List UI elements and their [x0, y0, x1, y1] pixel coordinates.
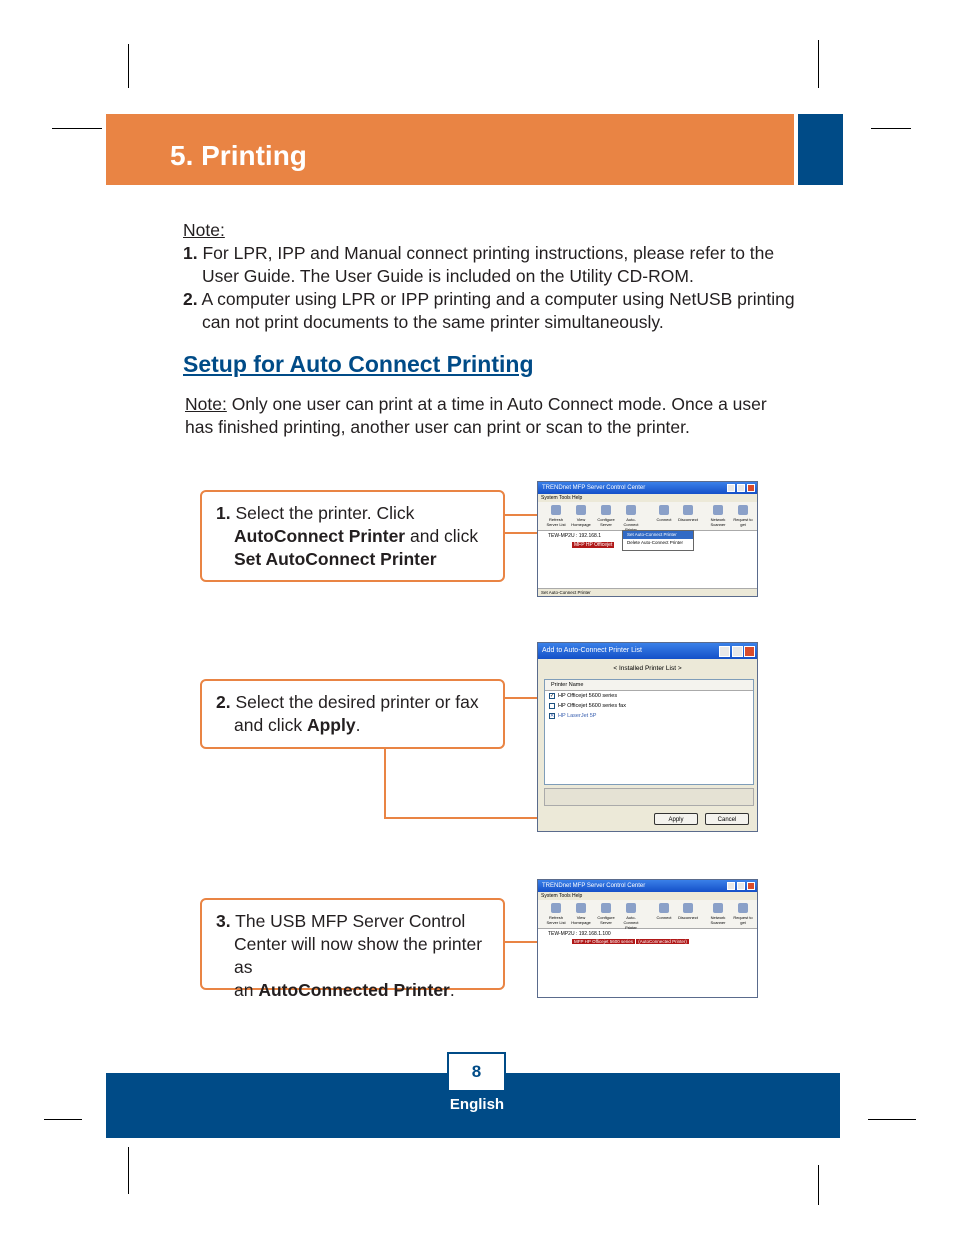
screenshot-control-center-3 — [537, 879, 758, 998]
section-note-label: Note: — [185, 394, 227, 414]
toolbar-configure[interactable]: Configure Server — [596, 505, 616, 527]
section-note — [185, 393, 767, 416]
note-label: Note: — [183, 220, 225, 240]
list-item[interactable]: ✕ HP LaserJet 5P — [550, 712, 597, 719]
context-menu — [622, 530, 694, 551]
step-2-callout — [200, 679, 505, 749]
step-3-text — [216, 910, 503, 1002]
section-title: Setup for Auto Connect Printing — [183, 351, 534, 377]
step-text: Center will now show the printer as — [234, 934, 483, 977]
list-item[interactable]: HP Officejet 5600 series fax — [545, 701, 753, 711]
toolbar-auto-connect[interactable]: Auto-Connect — [621, 505, 641, 532]
window-title: TRENDnet MFP Server Control Center — [538, 880, 757, 892]
section-note-text: has finished printing, another user can print or scan to the printer. — [185, 417, 690, 437]
toolbar-connect[interactable]: Connect — [654, 505, 674, 522]
step-3-callout — [200, 898, 505, 1000]
toolbar-disconnect[interactable]: Disconnect — [678, 505, 698, 522]
crop-mark — [868, 1119, 916, 1120]
toolbar-auto-connect[interactable]: Auto-Connect Printer — [621, 903, 641, 930]
tree-server[interactable]: TEW-MP2U : 192.168.1 — [548, 533, 601, 539]
note-item-1 — [183, 242, 774, 265]
step-text: . — [355, 715, 361, 735]
section-note-text: Only one user can print at a time in Auto Connect mode. Once a user — [226, 394, 767, 414]
window-title: TRENDnet MFP Server Control Center — [538, 482, 757, 494]
maximize-icon[interactable] — [737, 484, 745, 492]
toolbar-disconnect[interactable]: Disconnect — [678, 903, 698, 920]
toolbar-homepage[interactable]: View Homepage — [571, 903, 591, 925]
step-bold: AutoConnect Printer — [234, 526, 406, 546]
menu-bar[interactable]: System Tools Help — [538, 494, 757, 502]
step-number: 1. — [216, 503, 231, 523]
step-text: The USB MFP Server Control — [230, 911, 466, 931]
crop-mark — [44, 1119, 82, 1120]
tree-printer[interactable]: MFP HP Officejet 5600 series (AutoConnected Printer) — [574, 939, 687, 944]
step-bold: Set AutoConnect Printer — [234, 549, 437, 569]
printer-list — [544, 679, 754, 785]
step-1-callout — [200, 490, 505, 582]
note-number: 2. — [183, 289, 198, 309]
maximize-icon[interactable] — [732, 646, 743, 657]
toolbar-refresh[interactable]: Refresh Server List — [546, 903, 566, 925]
maximize-icon[interactable] — [737, 882, 745, 890]
auto-connected-tag: (AutoConnected Printer) — [638, 939, 687, 944]
cancel-button[interactable]: Cancel — [705, 813, 749, 825]
toolbar-scanner[interactable]: Network Scanner — [708, 505, 728, 527]
close-icon[interactable] — [747, 882, 755, 890]
note-text: For LPR, IPP and Manual connect printing instructions, please refer to the — [202, 243, 775, 263]
step-1-text — [216, 502, 478, 571]
menu-bar[interactable]: System Tools Help — [538, 892, 757, 900]
step-bold: Apply — [306, 715, 356, 735]
minimize-icon[interactable] — [727, 882, 735, 890]
step-text: an — [234, 980, 259, 1000]
header-accent — [798, 114, 843, 185]
step-bold: AutoConnected Printer — [258, 980, 450, 1000]
toolbar-refresh[interactable]: Refresh Server List — [546, 505, 566, 527]
close-icon[interactable] — [744, 646, 755, 657]
apply-button[interactable]: Apply — [654, 813, 698, 825]
toolbar-scanner[interactable]: Network Scanner — [708, 903, 728, 925]
step-text: Select the printer. Click — [230, 503, 415, 523]
status-bar: Set Auto-Connect Printer — [538, 588, 757, 596]
note-number: 1. — [183, 243, 198, 263]
dialog-subtitle: < Installed Printer List > — [613, 665, 682, 672]
step-number: 2. — [216, 692, 231, 712]
note-item-2 — [183, 288, 795, 311]
step-number: 3. — [216, 911, 231, 931]
note-text: User Guide. The User Guide is included on the Utility CD-ROM. — [202, 266, 694, 286]
screenshot-control-center-1 — [537, 481, 758, 597]
crop-mark — [52, 128, 102, 129]
page-number: 8 — [447, 1052, 506, 1092]
crop-mark — [128, 1147, 129, 1194]
crop-mark — [818, 1165, 819, 1205]
note-text: can not print documents to the same printer simultaneously. — [202, 312, 664, 332]
tree-server[interactable]: TEW-MP2U : 192.168.1.100 — [548, 931, 611, 937]
step-text: and click — [405, 526, 479, 546]
crop-mark — [818, 40, 819, 88]
toolbar-request[interactable]: Request to get — [733, 903, 753, 925]
step-2-text — [216, 691, 479, 737]
page-title: 5. Printing — [170, 140, 307, 171]
toolbar — [538, 900, 757, 929]
note-text: A computer using LPR or IPP printing and a computer using NetUSB printing — [201, 289, 795, 309]
crop-mark — [128, 44, 129, 88]
step-text: and click — [234, 715, 307, 735]
toolbar-connect[interactable]: Connect — [654, 903, 674, 920]
tree-printer[interactable]: MFP HP Officejet — [574, 542, 613, 548]
minimize-icon[interactable] — [719, 646, 730, 657]
list-item[interactable]: ✓ HP Officejet 5600 series — [550, 692, 618, 699]
column-header: Printer Name — [545, 680, 753, 691]
toolbar — [538, 502, 757, 531]
screenshot-add-dialog — [537, 642, 758, 832]
minimize-icon[interactable] — [727, 484, 735, 492]
menu-item-set-auto-connect[interactable]: Set Auto-Connect Printer — [623, 531, 693, 539]
close-icon[interactable] — [747, 484, 755, 492]
window-title: Add to Auto-Connect Printer List — [538, 643, 757, 659]
toolbar-request[interactable]: Request to get — [733, 505, 753, 527]
crop-mark — [871, 128, 911, 129]
connector-line — [384, 747, 386, 819]
toolbar-homepage[interactable]: View Homepage — [571, 505, 591, 527]
toolbar-configure[interactable]: Configure Server — [596, 903, 616, 925]
info-field — [544, 788, 754, 806]
language-label: English — [449, 1096, 505, 1113]
step-text: . — [449, 980, 455, 1000]
menu-item-delete-auto-connect[interactable]: Delete Auto-Connect Printer — [627, 540, 684, 545]
step-text: Select the desired printer or fax — [230, 692, 479, 712]
